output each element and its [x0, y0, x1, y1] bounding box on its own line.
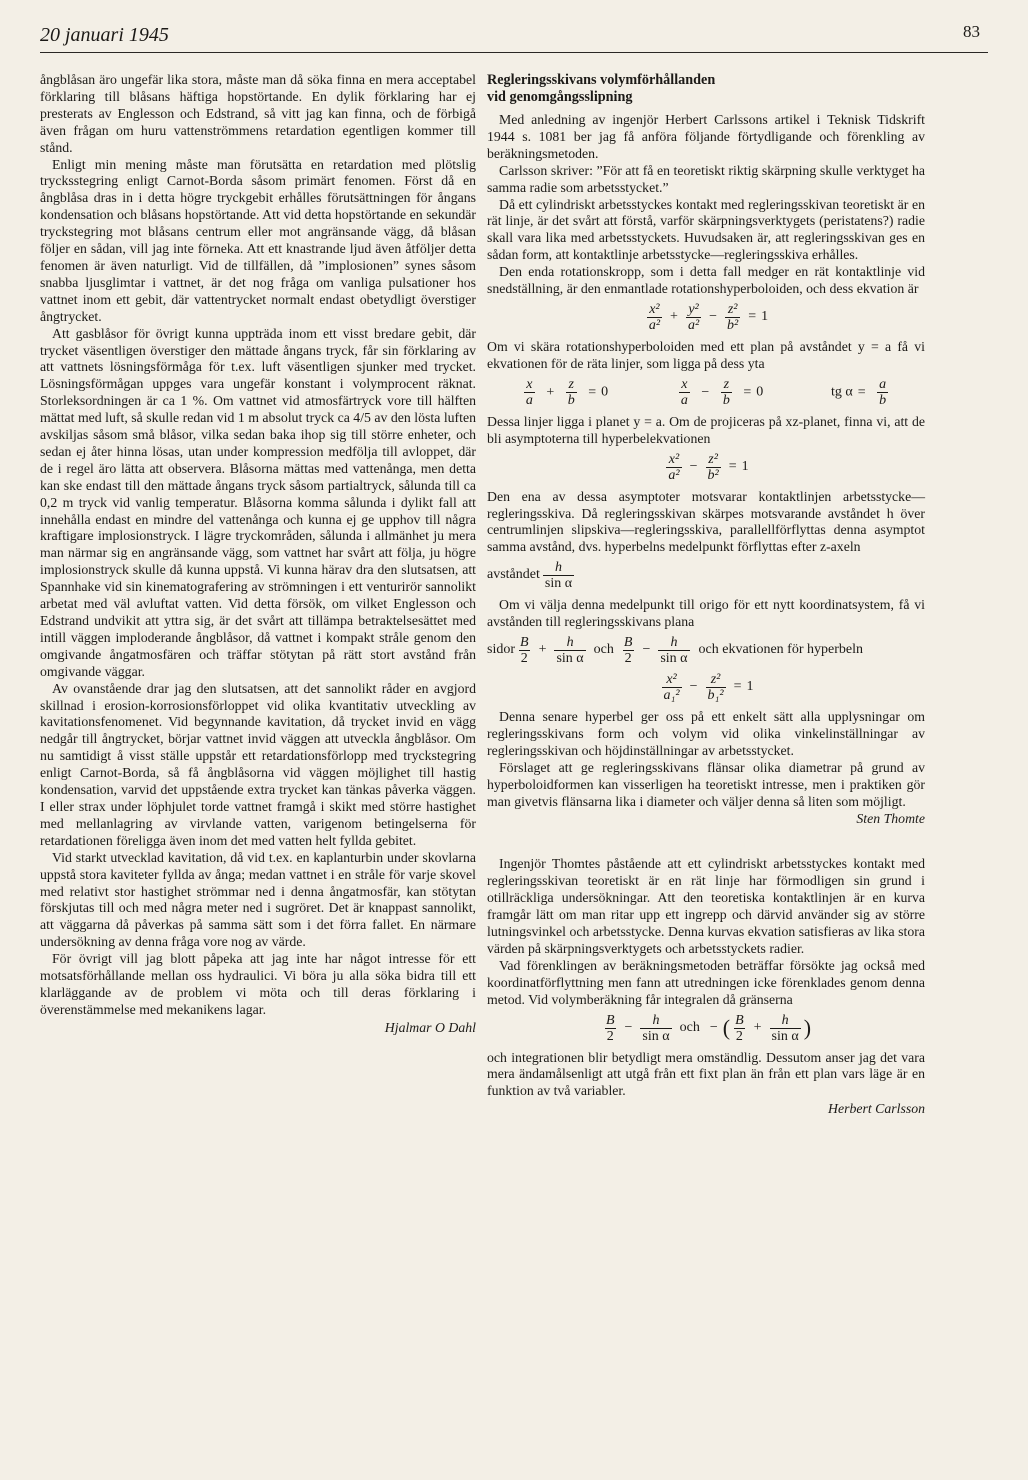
paragraph: ångblåsan äro ungefär lika stora, måste man då söka finna en mera acceptabel förklaring till blåsans häftiga hopstörtande. En dylik förklaring har ej presterats av Englesson och Edstrand, så vitt jag kan finna, och de förbigå även frågan om huru vattenströmmens retardation egentligen kommer till stånd. [40, 72, 476, 155]
equation-hyperbola: $\frac{\text{x²}}{\text{a²}}$ − $\frac{\text{z²}}{\text{b²}}$ = 1 [668, 451, 749, 483]
paragraph: Ingenjör Thomtes påstående att ett cylindriskt arbetsstyckes kontakt med regleringsskivan teoretiskt är en rät linje har förmodligen sin grund i otillräckliga undersökningar. Att den teoretiska kontaktlinjen är en kurva framgår lätt om man ritar upp ett ingrepp och därvid använder sig av större lutningsvinkel och arbetsstycke. Denna kurvas ekvation satisfieras av lika stora värden på skärpningsverktygets och arbetsstyckets radier. [487, 856, 925, 956]
section-gap [487, 828, 925, 856]
paragraph: För övrigt vill jag blott påpeka att jag inte har något intresse för ett motsatsförhållande mellan oss hydraulici. Vi böra ju alla söka bidra till ett klarläggande av de problem vi möta och till deras förklaring i överenstämmelse med mekanikens lagar. [40, 951, 476, 1017]
paragraph: Om vi skära rotationshyperboloiden med ett plan på avståndet y = a få vi ekvationen för de räta linjer, som ligga på dess yta [487, 338, 925, 371]
paragraph: Förslaget att ge regleringsskivans flänsar olika diametrar på grund av hyperboloidformen kan visserligen ha teoretiskt intresse, men i praktiken gör man givetvis flänsarna lika i diameter och väljer denna så liten som möjligt. [487, 759, 925, 809]
paragraph: Carlsson skriver: ”För att få en teoretiskt riktig skärpning skulle verktyget ha samma radie som arbetsstycket.” [487, 162, 925, 195]
equation-hyperboloid: $\frac{\text{x²}}{\text{a²}}$ + $\frac{\text{y²}}{\text{a²}}$ − $\frac{\text{z²}}{\text{b²}}$ = 1 [648, 301, 769, 333]
paragraph: Enligt min mening måste man förutsätta en retardation med plötslig trycksstegring enligt Carnot-Borda såsom primärt fenomen. Först då en ångblåsa dras in i detta högre tryckgebit erhålles förutsättningen för ångans kondensation och blåsans hopstörtande. Att vid detta hopstörtande en sekundär tryckstegring mot blåsans centrum eller mot angränsande vägg, då blåsan följer en sådan, vill jag inte förneka. Att ett knastrande ljud även åtföljer detta fenomen är även naturligt. Vid de tillfällen, då ”implosionen” synes såsom snabba ljusglimtar i vattnet, är det nog fråga om vanliga pulsationer hos vattnet inom ett gebit, där vattentrycket normalt endast obetydligt överstiger ångtrycket. [40, 156, 476, 324]
paragraph: Då ett cylindriskt arbetsstyckes kontakt med regleringsskivan teoretiskt är en rät linje, är det svårt att förstå, varför skärpningsverktygets (peristatens?) radie skall vara lika med arbetsstyckets. Huvudsaken är, att regleringsskivan ges en sådan form, att kontaktlinje arbetsstycke—regleringsskiva erhålles. [487, 196, 925, 263]
equation-limits: $\frac{B}{2}$ − $\frac{h}{\text{sin α}}$ och − ( $\frac{B}{2}$ + $\frac{h}{\text{sin α}}$ ) [605, 1012, 812, 1044]
heading-line: vid genomgångsslipning [487, 89, 633, 105]
page-number: 83 [963, 22, 980, 41]
page-header [40, 20, 988, 54]
paragraph: Denna senare hyperbel ger oss på ett enkelt sätt alla upplysningar om regleringsskivans form och volym vid olika vinkelinställningar av regleringsskivan och höjdinställningar av arbetsstycket. [487, 709, 925, 758]
paragraph: Vad förenklingen av beräkningsmetoden beträffar försökte jag också med koordinatförflyttning men fann att utredningen icke förenklades genom denna metod. Vid volymberäkning får integralen då gränserna [487, 957, 925, 1007]
paragraph: Med anledning av ingenjör Herbert Carlssons artikel i Teknisk Tidskrift 1944 s. 1081 ber jag få anföra följande förtydligande och förenkling av beräkningsmetoden. [487, 112, 925, 161]
author-signature: Hjalmar O Dahl [384, 1019, 476, 1035]
right-column [487, 72, 925, 1118]
paragraph: Av ovanstående drar jag den slutsatsen, att det sannolikt råder en avgjord skillnad i erosion-korrosionsförloppet vid olika kvantitativ utveckling av kavitationsfenomenet. Vid begynnande kavitation, då trycket invid en vägg nedgår till ångtrycket, börjar vattnet invid väggen att utveckla ångblåsor. Om nu samtidigt å visst ställe uppstår ett retardationsförlopp med tryckstegring enligt Carnot-Borda, så få ångblåsorna vid väggen möjlighet till hastig kondensation, varvid det uppstående extra trycket kan tänkas påverka väggen. I eller strax under löphjulet torde vattnet framgå i skikt med större hastighet med mellanlagring av virvlande vatten, varigenom betingelserna för retardationen föreligga även inom det med vatten helt fyllda gebitet. [40, 680, 476, 848]
header-rule [40, 52, 988, 53]
article-heading [487, 72, 925, 106]
issue-date: 20 januari 1945 [40, 24, 169, 46]
left-column [40, 72, 476, 1037]
paragraph: Att gasblåsor för övrigt kunna uppträda inom ett visst bredare gebit, där trycket väsentligen överstiger den mättade ångans tryck, får sin förklaring av att vattnets lösningsförmåga för t.ex. luft väsentligen sjunker med trycket. Lösningsförmågan uppges vara ungefär konstant i volymprocent räknat. Storleksordningen är ca 1 %. Om vattnet vid atmosfärtryck vore till hälften mättat med luft, så skulle redan vid 1 m absolut tryck ca 4/5 av den lösta luften avskiljas såsom små blåsor, vilka sedan baka ihop sig till större enheter, och sedan ej åter hinna lösas, utan under kompression medfölja till avloppet, där de i regel äro lätta att observera. Blåsorna mättas med vattenånga, men detta kan ske endast till den mättade ångans tryck såsom partialtryck, sålunda till ca 0,2 m tryck vid vanlig temperatur. Blåsorna komma sålunda i dylikt fall att innehålla endast en mindre del vattenånga och kunna ej ge upphov till några kraftigare implosionstryck. I lägre tryckområden, sålunda i allmänhet ju mera man närmar sig en angränsande vägg, som vattnet har svårt att följa, ju högre implosionstryck skulle då kunna uppstå. Vi kunna härav dra den slutsatsen, att Spannhake vid sin kinematografering av strömningen i ett venturirör sannolikt arbetat med väl avluftat vatten. Vid detta försök, om vilket Englesson och Edstrand undvikit att yttra sig, är det svårt att tillämpa betraktelsesättet med intill väggen imploderande ångblåsor, då vattnet i kompakt stråle genom den omgivande ångatmosfären och träffar stötytan på rätt stort avstånd från omgivande väggar. [40, 325, 476, 679]
paragraph: Den enda rotationskropp, som i detta fall medger en rät kontaktlinje vid snedställning, är den enmantlade rotationshyperboloiden, och dess ekvation är [487, 264, 925, 297]
equation-lines: $\frac{x}{a}$ + $\frac{z}{b}$ = 0 $\frac{x}{a}$ − $\frac{z}{b}$ = 0 tg α = $\frac{a}{b}$ [525, 376, 887, 408]
paragraph: Dessa linjer ligga i planet y = a. Om de projiceras på xz-planet, finna vi, att de bli asymptoterna till hyperbelekvationen [487, 413, 925, 446]
author-signature: Herbert Carlsson [828, 1101, 925, 1117]
equation-distance: avståndet $\frac{h}{\text{sin α}}$ [487, 560, 573, 592]
paragraph: och integrationen blir betydligt mera omständlig. Dessutom anser jag det vara mera ändamålsenligt att utgå från ett fixt plan än från ett plan vars läge är en funktion av två variabler. Herbert Carlsson [487, 1049, 925, 1117]
paragraph: Vid starkt utvecklad kavitation, då vid t.ex. en kaplanturbin under skovlarna uppstå stora kaviteter fyllda av ånga; medan vattnet i en stråle för varje skovel med relativt stor hastighet strömmar ned i denna ångatmosfär, kan stötytan förskjutas till och med några meter ned i sugröret. Det är knappast sannolikt, att väggarna då påverkas på samma sätt som i det förra fallet. En närmare undersökning av denna fråga vore nog av värde. [40, 849, 476, 950]
author-signature: Sten Thomte [856, 811, 925, 827]
paragraph: Om vi välja denna medelpunkt till origo för ett nytt koordinatsystem, få vi avstånden till regleringsskivans plana [487, 597, 925, 630]
heading-line: Regleringsskivans volymförhållanden [487, 72, 716, 88]
equation-sides: sidor $\frac{B}{2}$ + $\frac{h}{\text{sin α}}$ och $\frac{B}{2}$ − $\frac{h}{\text{sin α}}$ och ekvationen för hyperbeln [487, 635, 863, 667]
paragraph: Den ena av dessa asymptoter motsvarar kontaktlinjen arbetsstycke—regleringsskiva. Då regleringsskivan skärpes motsvarande avståndet h över centrumlinjen slipskiva—regleringsskiva, parallellförflyttas denna asymptot samma avstånd, dvs. hyperbelns medelpunkt förflyttas efter z-axeln [487, 488, 925, 555]
equation-new-hyperbola: $\frac{\text{x²}}{\text{a₁²}}$ − $\frac{\text{z²}}{\text{b₁²}}$ = 1 [663, 672, 754, 704]
